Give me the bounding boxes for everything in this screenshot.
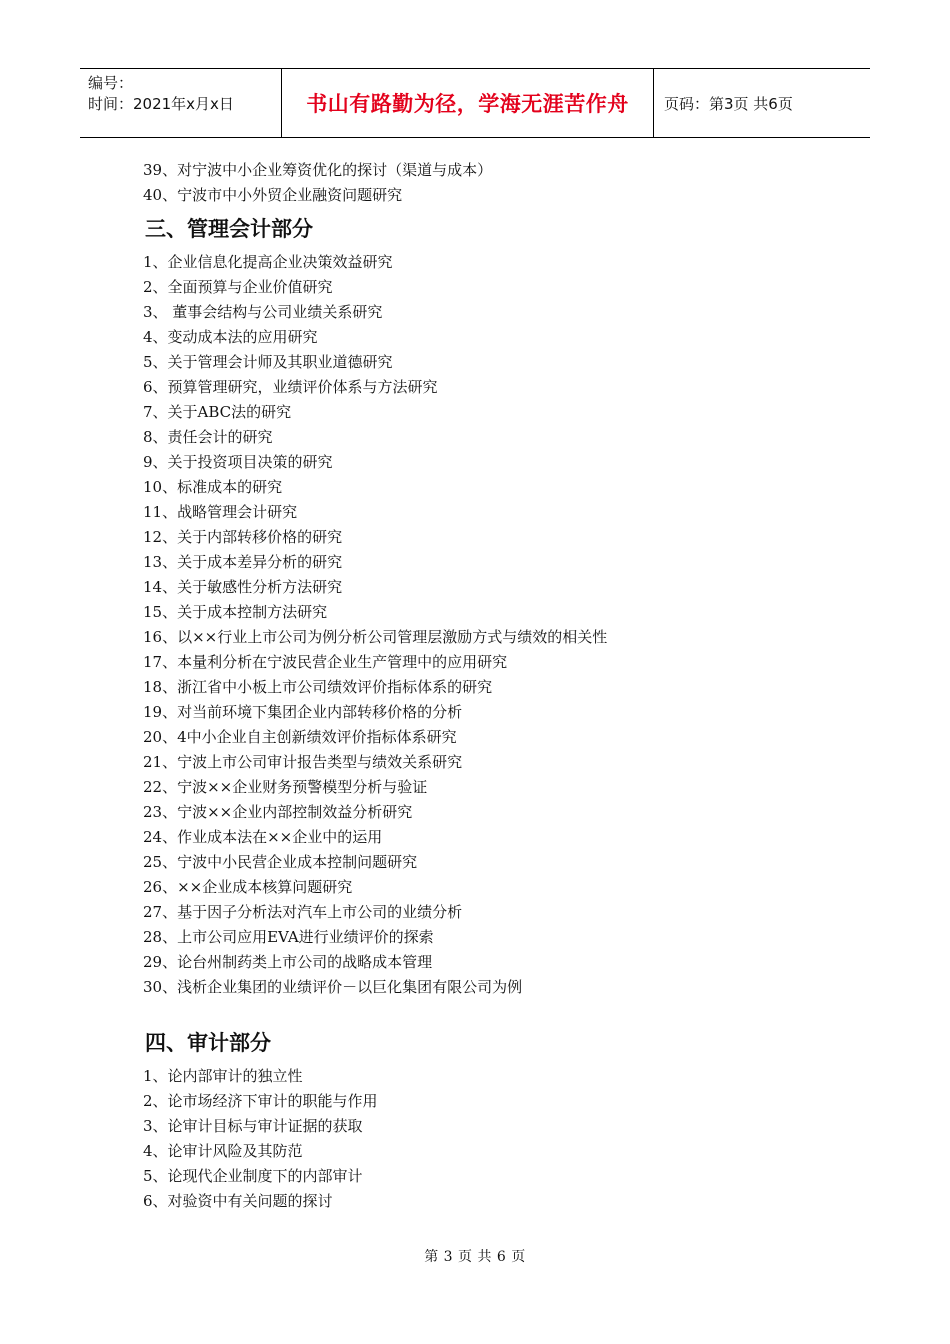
document-body [143, 158, 843, 1214]
list-item: 19、对当前环境下集团企业内部转移价格的分析 [143, 703, 463, 721]
list-item: 18、浙江省中小板上市公司绩效评价指标体系的研究 [143, 678, 493, 696]
list-item: 29、论台州制药类上市公司的战略成本管理 [143, 953, 433, 971]
page-footer: 第 3 页 共 6 页 [424, 1249, 526, 1265]
list-item: 4、论审计风险及其防范 [143, 1142, 303, 1160]
list-item: 10、标准成本的研究 [143, 478, 283, 496]
page-header [80, 68, 870, 138]
list-item: 40、宁波市中小外贸企业融资问题研究 [143, 186, 403, 204]
section-heading: 三、管理会计部分 [145, 217, 313, 241]
list-item: 3、论审计目标与审计证据的获取 [143, 1117, 363, 1135]
list-item: 24、作业成本法在××企业中的运用 [143, 828, 383, 846]
list-item: 13、关于成本差异分析的研究 [143, 553, 343, 571]
section-continuation [143, 158, 843, 208]
section-audit [143, 1022, 843, 1214]
list-item: 20、4中小企业自主创新绩效评价指标体系研究 [143, 728, 457, 746]
section-management-accounting [143, 208, 843, 1000]
header-motto: 书山有路勤为径，学海无涯苦作舟 [282, 69, 654, 137]
list-item: 14、关于敏感性分析方法研究 [143, 578, 343, 596]
list-item: 22、宁波××企业财务预警模型分析与验证 [143, 778, 428, 796]
list-item: 12、关于内部转移价格的研究 [143, 528, 343, 546]
list-item: 5、论现代企业制度下的内部审计 [143, 1167, 363, 1185]
list-item: 28、上市公司应用EVA进行业绩评价的探索 [143, 928, 434, 946]
list-item: 6、预算管理研究，业绩评价体系与方法研究 [143, 378, 438, 396]
list-item: 4、变动成本法的应用研究 [143, 328, 318, 346]
list-item: 39、对宁波中小企业筹资优化的探讨（渠道与成本） [143, 161, 493, 179]
list-item: 7、关于ABC法的研究 [143, 403, 292, 421]
section-spacer [143, 1000, 843, 1022]
header-meta [80, 69, 282, 137]
list-item: 30、浅析企业集团的业绩评价－以巨化集团有限公司为例 [143, 978, 523, 996]
list-item: 26、××企业成本核算问题研究 [143, 878, 353, 896]
list-item: 2、论市场经济下审计的职能与作用 [143, 1092, 378, 1110]
list-item: 8、责任会计的研究 [143, 428, 273, 446]
document-time-label: 时间：2021年x月x日 [88, 95, 234, 113]
header-page-label: 页码：第3页 共6页 [664, 94, 793, 113]
list-item: 1、论内部审计的独立性 [143, 1067, 303, 1085]
list-item: 21、宁波上市公司审计报告类型与绩效关系研究 [143, 753, 463, 771]
list-item: 17、本量利分析在宁波民营企业生产管理中的应用研究 [143, 653, 508, 671]
list-item: 2、全面预算与企业价值研究 [143, 278, 333, 296]
list-item: 16、以××行业上市公司为例分析公司管理层激励方式与绩效的相关性 [143, 628, 608, 646]
list-item: 5、关于管理会计师及其职业道德研究 [143, 353, 393, 371]
list-item: 9、关于投资项目决策的研究 [143, 453, 333, 471]
list-item: 27、基于因子分析法对汽车上市公司的业绩分析 [143, 903, 463, 921]
list-item: 1、企业信息化提高企业决策效益研究 [143, 253, 393, 271]
list-item: 11、战略管理会计研究 [143, 503, 298, 521]
list-item: 3、 董事会结构与公司业绩关系研究 [143, 303, 383, 321]
list-item: 15、关于成本控制方法研究 [143, 603, 328, 621]
list-item: 25、宁波中小民营企业成本控制问题研究 [143, 853, 418, 871]
document-number-label: 编号： [88, 74, 134, 92]
list-item: 6、对验资中有关问题的探讨 [143, 1192, 333, 1210]
section-heading: 四、审计部分 [145, 1031, 271, 1055]
list-item: 23、宁波××企业内部控制效益分析研究 [143, 803, 413, 821]
